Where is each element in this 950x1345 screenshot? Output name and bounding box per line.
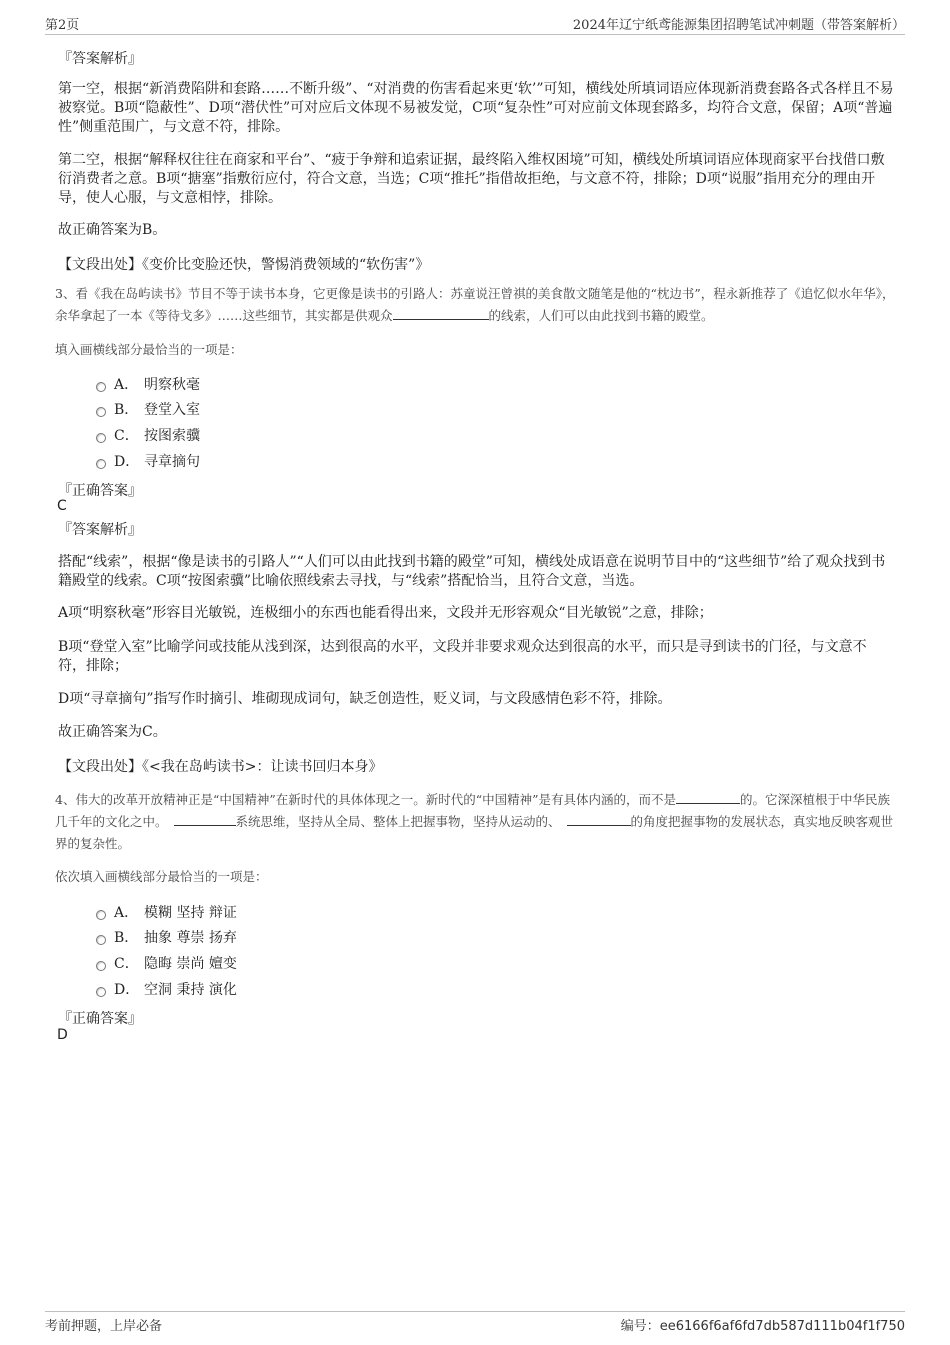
radio-icon[interactable]: [96, 459, 106, 469]
option-letter: B．: [114, 930, 139, 946]
q2-source: 【文段出处】《变价比变脸还快，警惕消费领域的“软伤害”》: [58, 257, 430, 273]
q4-stem-part-1: 4、伟大的改革开放精神正是“中国精神”在新时代的具体体现之一。新时代的“中国精神”是有具体内涵的，而不是: [55, 792, 677, 807]
q3-analysis-label: 『答案解析』: [58, 522, 142, 538]
q3-stem: [55, 283, 897, 327]
q3-option-b[interactable]: [96, 399, 200, 419]
q4-blank-2: [174, 813, 236, 826]
option-text: 按图索骥: [144, 428, 200, 444]
q4-answer-label: 『正确答案』: [58, 1011, 142, 1027]
page-header: [45, 12, 905, 35]
q3-analysis-para-3: B项“登堂入室”比喻学问或技能从浅到深，达到很高的水平，文段并非要求观众达到很高的水平，而只是寻到读书的门径，与文意不符，排除；: [58, 639, 867, 674]
option-letter: D．: [114, 454, 140, 470]
radio-icon[interactable]: [96, 961, 106, 971]
q2-analysis-label: 『答案解析』: [58, 51, 142, 67]
q2-analysis-para-1: 第一空，根据“新消费陷阱和套路……不断升级”、“对消费的伤害看起来更‘软’”可知，横线处所填词语应体现新消费套路各式各样且不易被察觉。B项“隐蔽性”、D项“潜伏性”可对应后文体现不易被发觉，C项“复杂性”可对应前文体现套路多，均符合文意，保留；A项“普遍性”侧重范围广，与文意不符，排除。: [58, 81, 894, 135]
footer-slogan: 考前押题，上岸必备: [45, 1319, 163, 1334]
option-text: 寻章摘句: [144, 454, 200, 470]
option-letter: A．: [114, 905, 139, 921]
q4-stem-part-4: 的角度把握事物的发展状态，真实地反映客观世界的复杂性。: [55, 814, 894, 851]
footer-code-value: ee6166f6af6fd7db587d111b04f1f750: [659, 1319, 905, 1334]
option-text: 模糊 坚持 辩证: [144, 905, 237, 921]
page-footer: [45, 1311, 905, 1334]
q4-answer: D: [57, 1027, 68, 1043]
q3-analysis-para-1: 搭配“线索”，根据“像是读书的引路人”“人们可以由此找到书籍的殿堂”可知，横线处成语意在说明节目中的“这些细节”给了观众找到书籍殿堂的线索。C项“按图索骥”比喻依照线索去寻找，与“线索”搭配恰当，且符合文意，当选。: [58, 554, 886, 589]
q3-answer-label: 『正确答案』: [58, 483, 142, 499]
q3-option-a[interactable]: [96, 374, 200, 394]
q4-option-c[interactable]: [96, 953, 237, 973]
q3-prompt: 填入画横线部分最恰当的一项是：: [55, 342, 243, 357]
footer-code: [621, 1315, 905, 1334]
option-letter: C．: [114, 428, 139, 444]
q3-source: 【文段出处】《<我在岛屿读书>：让读书回归本身》: [58, 759, 383, 775]
q4-option-b[interactable]: [96, 927, 237, 947]
q4-prompt: 依次填入画横线部分最恰当的一项是：: [55, 869, 268, 884]
q4-stem-part-3: 系统思维，坚持从全局、整体上把握事物，坚持从运动的、: [235, 814, 561, 829]
footer-code-label: 编号：: [620, 1319, 660, 1334]
option-letter: D．: [114, 982, 140, 998]
q3-blank-1: [393, 307, 489, 320]
option-text: 登堂入室: [144, 402, 200, 418]
radio-icon[interactable]: [96, 433, 106, 443]
option-text: 明察秋毫: [144, 377, 200, 393]
option-text: 抽象 尊崇 扬弃: [144, 930, 237, 946]
radio-icon[interactable]: [96, 382, 106, 392]
option-letter: C．: [114, 956, 139, 972]
option-letter: B．: [114, 402, 139, 418]
q4-blank-3: [567, 813, 631, 826]
q2-conclusion: 故正确答案为B。: [58, 222, 167, 238]
q3-stem-part-1: 3、看《我在岛屿读书》节目不等于读书本身，它更像是读书的引路人：苏童说汪曾祺的美食散文随笔是他的“枕边书”，程永新推荐了《追忆似水年华》，余华拿起了一本《等待戈多》……这些细节，其实都是供观众: [55, 286, 895, 323]
document-title: 2024年辽宁纸鸢能源集团招聘笔试冲刺题（带答案解析）: [572, 18, 905, 33]
q3-stem-part-2: 的线索，人们可以由此找到书籍的殿堂。: [488, 308, 714, 323]
radio-icon[interactable]: [96, 935, 106, 945]
q4-stem-part-2: 的。它深深植根于中华民族几千年的文化之中。: [55, 792, 891, 829]
q4-option-a[interactable]: [96, 902, 237, 922]
q3-analysis-para-2: A项“明察秋毫”形容目光敏锐，连极细小的东西也能看得出来，文段并无形容观众“目光敏锐”之意，排除；: [58, 605, 713, 621]
radio-icon[interactable]: [96, 910, 106, 920]
page-number: 第2页: [45, 18, 80, 33]
q3-answer: C: [57, 498, 67, 514]
option-text: 隐晦 崇尚 嬗变: [144, 956, 237, 972]
radio-icon[interactable]: [96, 987, 106, 997]
q2-analysis-para-2: 第二空，根据“解释权往往在商家和平台”、“疲于争辩和追索证据，最终陷入维权困境”可知，横线处所填词语应体现商家平台找借口敷衍消费者之意。B项“搪塞”指敷衍应付，符合文意，当选；C项“推托”指借故拒绝，与文意不符，排除；D项“说服”指用充分的理由开导，使人心服，与文意相悖，排除。: [58, 152, 885, 206]
q3-option-c[interactable]: [96, 425, 200, 445]
q4-blank-1: [676, 791, 740, 804]
q3-conclusion: 故正确答案为C。: [58, 724, 167, 740]
q4-option-d[interactable]: [96, 979, 237, 999]
radio-icon[interactable]: [96, 407, 106, 417]
q4-stem: [55, 789, 897, 855]
q3-analysis-para-4: D项“寻章摘句”指写作时摘引、堆砌现成词句，缺乏创造性，贬义词，与文段感情色彩不符，排除。: [58, 691, 672, 707]
option-text: 空洞 秉持 演化: [144, 982, 237, 998]
option-letter: A．: [114, 377, 139, 393]
q3-option-d[interactable]: [96, 451, 200, 471]
